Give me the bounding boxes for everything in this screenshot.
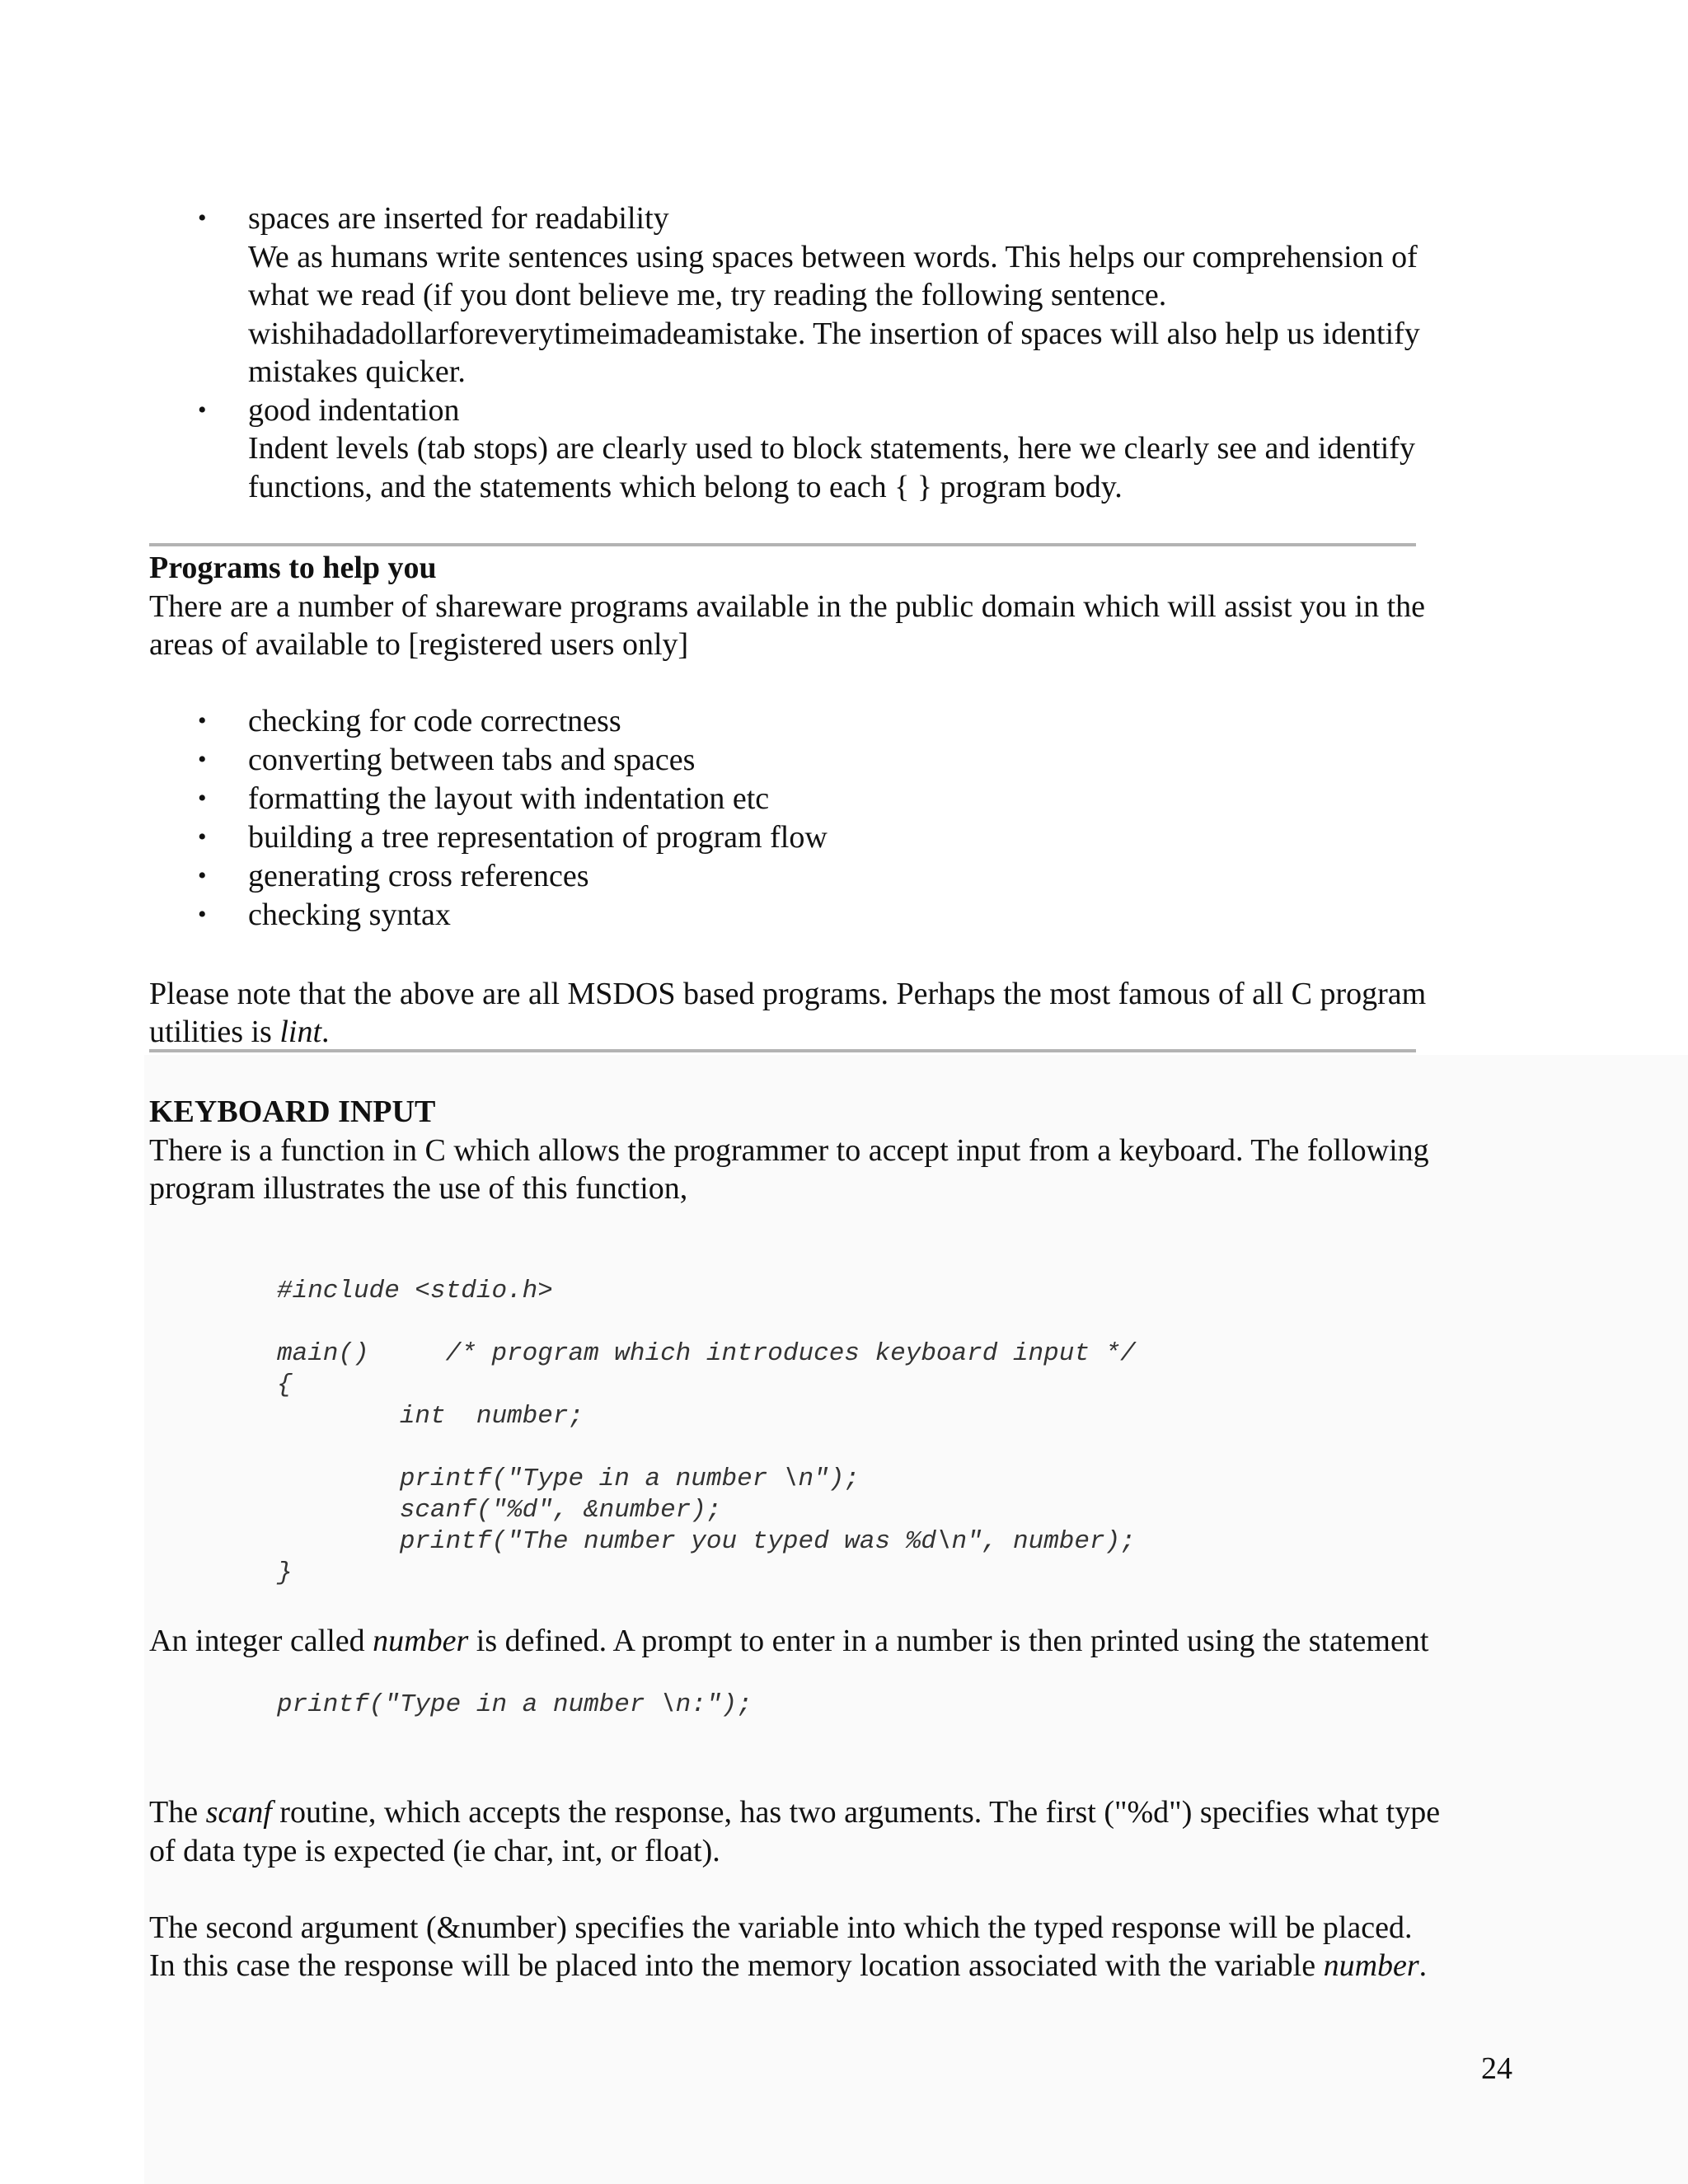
text-run: is defined. A prompt to enter in a number is then printed using the statement bbox=[468, 1624, 1429, 1658]
emphasis-number: number bbox=[373, 1624, 469, 1658]
paragraph-line: The second argument (&number) specifies the variable into which the typed response will be placed. bbox=[149, 1910, 1413, 1945]
bullet-body-line: mistakes quicker. bbox=[248, 354, 466, 389]
emphasis-number: number bbox=[1323, 1948, 1419, 1983]
bullet-body-line: We as humans write sentences using spaces between words. This helps our comprehension of bbox=[248, 240, 1418, 274]
text-run: In this case the response will be placed into the memory location associated with the variable bbox=[149, 1948, 1324, 1983]
emphasis-scanf: scanf bbox=[205, 1795, 272, 1830]
text-run: . bbox=[1418, 1948, 1428, 1983]
list-item: converting between tabs and spaces bbox=[248, 743, 696, 777]
paragraph-line: of data type is expected (ie char, int, or float). bbox=[149, 1834, 720, 1868]
bullet-body-line: what we read (if you dont believe me, try reading the following sentence. bbox=[248, 278, 1167, 312]
code-snippet: printf("Type in a number \n:"); bbox=[277, 1690, 753, 1719]
paragraph-line bbox=[149, 1622, 1428, 1661]
emphasis-lint: lint bbox=[279, 1015, 322, 1049]
list-item: checking syntax bbox=[248, 898, 451, 932]
bullet-body-line: functions, and the statements which belong to each { } program body. bbox=[248, 470, 1123, 504]
list-item: formatting the layout with indentation etc bbox=[248, 781, 770, 816]
text-run: utilities is bbox=[149, 1015, 280, 1049]
horizontal-rule bbox=[149, 543, 1416, 546]
bullet-title: spaces are inserted for readability bbox=[248, 201, 669, 236]
paragraph-line: areas of available to [registered users only] bbox=[149, 627, 689, 662]
bullet-dot: • bbox=[198, 396, 207, 424]
paragraph-line bbox=[149, 1947, 1427, 1985]
paragraph-line: program illustrates the use of this function, bbox=[149, 1171, 688, 1206]
paragraph-line: There are a number of shareware programs available in the public domain which will assist you in the bbox=[149, 589, 1425, 624]
bullet-dot: • bbox=[198, 862, 207, 889]
text-run: The bbox=[149, 1795, 206, 1830]
text-run: routine, which accepts the response, has two arguments. The first ("%d") specifies what type bbox=[271, 1795, 1441, 1830]
bullet-body-line: Indent levels (tab stops) are clearly used to block statements, here we clearly see and identify bbox=[248, 431, 1416, 466]
bullet-dot: • bbox=[198, 707, 207, 734]
scan-shading bbox=[144, 1055, 1688, 2184]
list-item: generating cross references bbox=[248, 859, 589, 893]
horizontal-rule bbox=[149, 1049, 1416, 1052]
page-number: 24 bbox=[1481, 2051, 1512, 2086]
paragraph-line: Please note that the above are all MSDOS based programs. Perhaps the most famous of all C program bbox=[149, 977, 1427, 1011]
text-run: An integer called bbox=[149, 1624, 373, 1658]
section-heading-keyboard-input: KEYBOARD INPUT bbox=[149, 1094, 436, 1129]
text-run: . bbox=[321, 1015, 330, 1049]
paragraph-line bbox=[149, 1013, 330, 1052]
list-item: building a tree representation of program flow bbox=[248, 820, 828, 855]
bullet-dot: • bbox=[198, 746, 207, 773]
bullet-title: good indentation bbox=[248, 393, 460, 428]
paragraph-line bbox=[149, 1793, 1440, 1832]
paragraph-line: There is a function in C which allows the programmer to accept input from a keyboard. The following bbox=[149, 1133, 1429, 1168]
bullet-dot: • bbox=[198, 823, 207, 851]
section-heading-programs: Programs to help you bbox=[149, 551, 437, 585]
bullet-dot: • bbox=[198, 204, 207, 232]
list-item: checking for code correctness bbox=[248, 704, 621, 738]
bullet-dot: • bbox=[198, 785, 207, 812]
code-block: #include <stdio.h> main() /* program which introduces keyboard input */ { int number; printf("Type in a number \n"); scanf("%d", &number); printf("The number you typed was %d\n", number); } bbox=[277, 1277, 1136, 1587]
bullet-body-line: wishihadadollarforeverytimeimadeamistake. The insertion of spaces will also help us identify bbox=[248, 316, 1420, 351]
bullet-dot: • bbox=[198, 901, 207, 928]
